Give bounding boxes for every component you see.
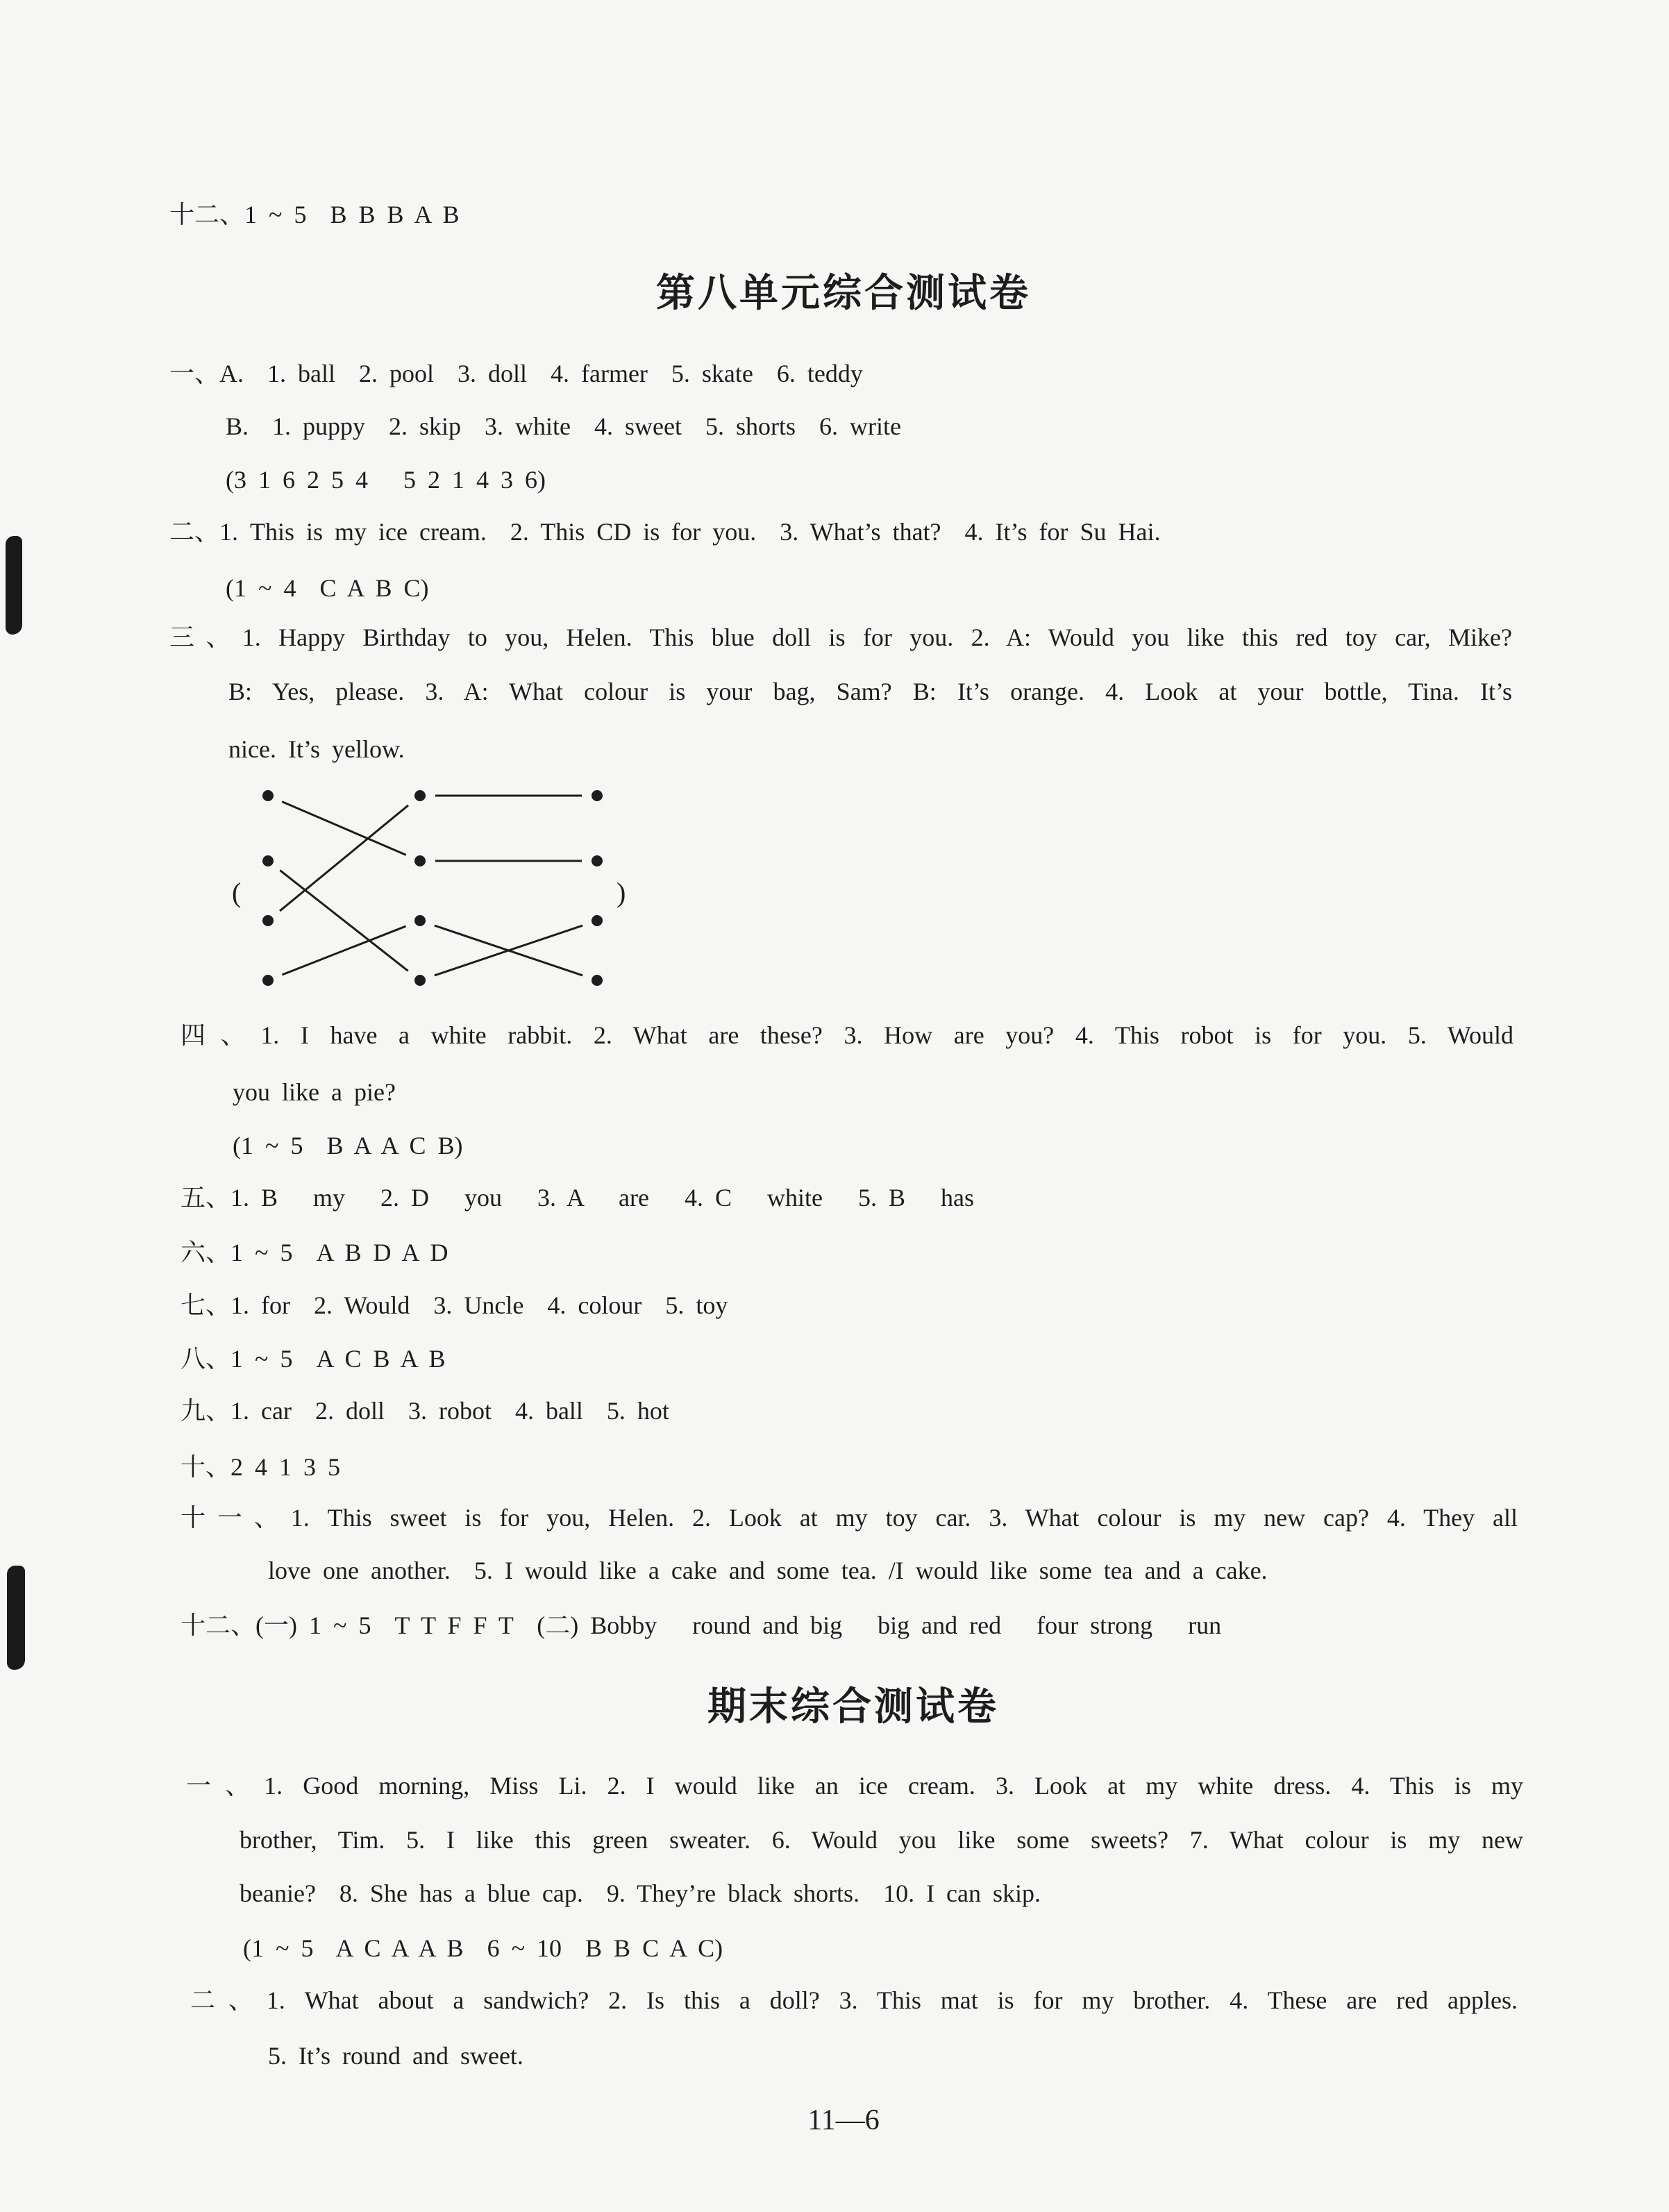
previous-unit-q12-answer: 十二、1 ~ 5 B B B A B (169, 201, 460, 228)
unit8-q2-text: 二、1. This is my ice cream. 2. This CD is for you. 3. What’s that? 4. It’s for Su Hai. (169, 518, 1161, 546)
final-q2-line-2: 5. It’s round and sweet. (268, 2042, 523, 2070)
unit8-q4-line-2: you like a pie? (233, 1078, 396, 1106)
unit8-q2-answer: (1 ~ 4 C A B C) (226, 574, 429, 602)
unit8-q3-line-1: 三、1. Happy Birthday to you, Helen. This blue doll is for you. 2. A: Would you like this red toy car, Mike? (169, 623, 1512, 651)
final-q1-answer: (1 ~ 5 A C A A B 6 ~ 10 B B C A C) (243, 1934, 723, 1962)
unit8-q12-text: 十二、(一) 1 ~ 5 T T F F T (二) Bobby round and big big and red four strong run (181, 1611, 1222, 1639)
match-dot-right-2 (592, 855, 603, 866)
matching-open-paren: ( (232, 877, 242, 908)
match-dot-left-1 (262, 790, 274, 801)
match-dot-left-4 (262, 975, 274, 986)
scan-binding-mark-top (6, 536, 22, 635)
page-number: 11—6 (807, 2104, 880, 2136)
match-dot-middle-4 (414, 975, 426, 986)
match-dot-right-3 (592, 915, 603, 926)
matching-diagram (208, 764, 653, 1014)
match-dot-left-3 (262, 915, 274, 926)
unit8-q1-part-a: 一、A. 1. ball 2. pool 3. doll 4. farmer 5. skate 6. teddy (169, 360, 863, 387)
match-line-left-to-middle-3 (280, 805, 408, 911)
final-q1-line-1: 一、1. Good morning, Miss Li. 2. I would like an ice cream. 3. Look at my white dress. 4. This is my (186, 1772, 1523, 1800)
scan-binding-mark-bottom (7, 1566, 25, 1670)
match-dot-middle-3 (414, 915, 426, 926)
unit8-q1-answer: (3 1 6 2 5 4 5 2 1 4 3 6) (226, 466, 546, 494)
final-q1-line-2: brother, Tim. 5. I like this green sweater. 6. Would you like some sweets? 7. What colour is my new (240, 1826, 1523, 1854)
unit8-q7-text: 七、1. for 2. Would 3. Uncle 4. colour 5. toy (181, 1291, 728, 1319)
match-dot-middle-1 (414, 790, 426, 801)
unit8-q4-answer: (1 ~ 5 B A A C B) (233, 1132, 463, 1159)
unit8-q3-line-2: B: Yes, please. 3. A: What colour is your bag, Sam? B: It’s orange. 4. Look at your bottle, Tina. It’s (228, 678, 1512, 705)
unit8-q9-text: 九、1. car 2. doll 3. robot 4. ball 5. hot (181, 1397, 669, 1425)
match-line-left-to-middle-2 (280, 871, 408, 971)
unit8-q8-text: 八、1 ~ 5 A C B A B (181, 1345, 446, 1373)
match-dot-left-2 (262, 855, 274, 866)
match-line-left-to-middle-1 (282, 802, 406, 855)
match-dot-right-4 (592, 975, 603, 986)
match-line-left-to-middle-4 (282, 926, 405, 975)
final-test-title: 期末综合测试卷 (707, 1686, 999, 1729)
match-dot-right-1 (592, 790, 603, 801)
unit8-test-title: 第八单元综合测试卷 (656, 272, 1031, 315)
unit8-q1-part-b: B. 1. puppy 2. skip 3. white 4. sweet 5. shorts 6. write (226, 412, 901, 440)
unit8-q5-text: 五、1. B my 2. D you 3. A are 4. C white 5. B has (181, 1184, 974, 1212)
unit8-q6-text: 六、1 ~ 5 A B D A D (181, 1239, 448, 1266)
match-dot-middle-2 (414, 855, 426, 866)
unit8-q3-line-3: nice. It’s yellow. (228, 735, 405, 763)
unit8-q10-text: 十、2 4 1 3 5 (181, 1453, 341, 1481)
final-q1-line-3: beanie? 8. She has a blue cap. 9. They’re black shorts. 10. I can skip. (240, 1879, 1041, 1907)
unit8-q11-line-1: 十一、1. This sweet is for you, Helen. 2. Look at my toy car. 3. What colour is my new cap? 4. They all (181, 1504, 1518, 1532)
final-q2-line-1: 二、1. What about a sandwich? 2. Is this a doll? 3. This mat is for my brother. 4. These are red apples. (190, 1986, 1518, 2014)
unit8-q4-line-1: 四、1. I have a white rabbit. 2. What are these? 3. How are you? 4. This robot is for you. 5. Would (181, 1021, 1513, 1049)
unit8-q11-line-2: love one another. 5. I would like a cake and some tea. /I would like some tea and a cake. (268, 1557, 1268, 1584)
matching-close-paren: ) (617, 877, 626, 908)
